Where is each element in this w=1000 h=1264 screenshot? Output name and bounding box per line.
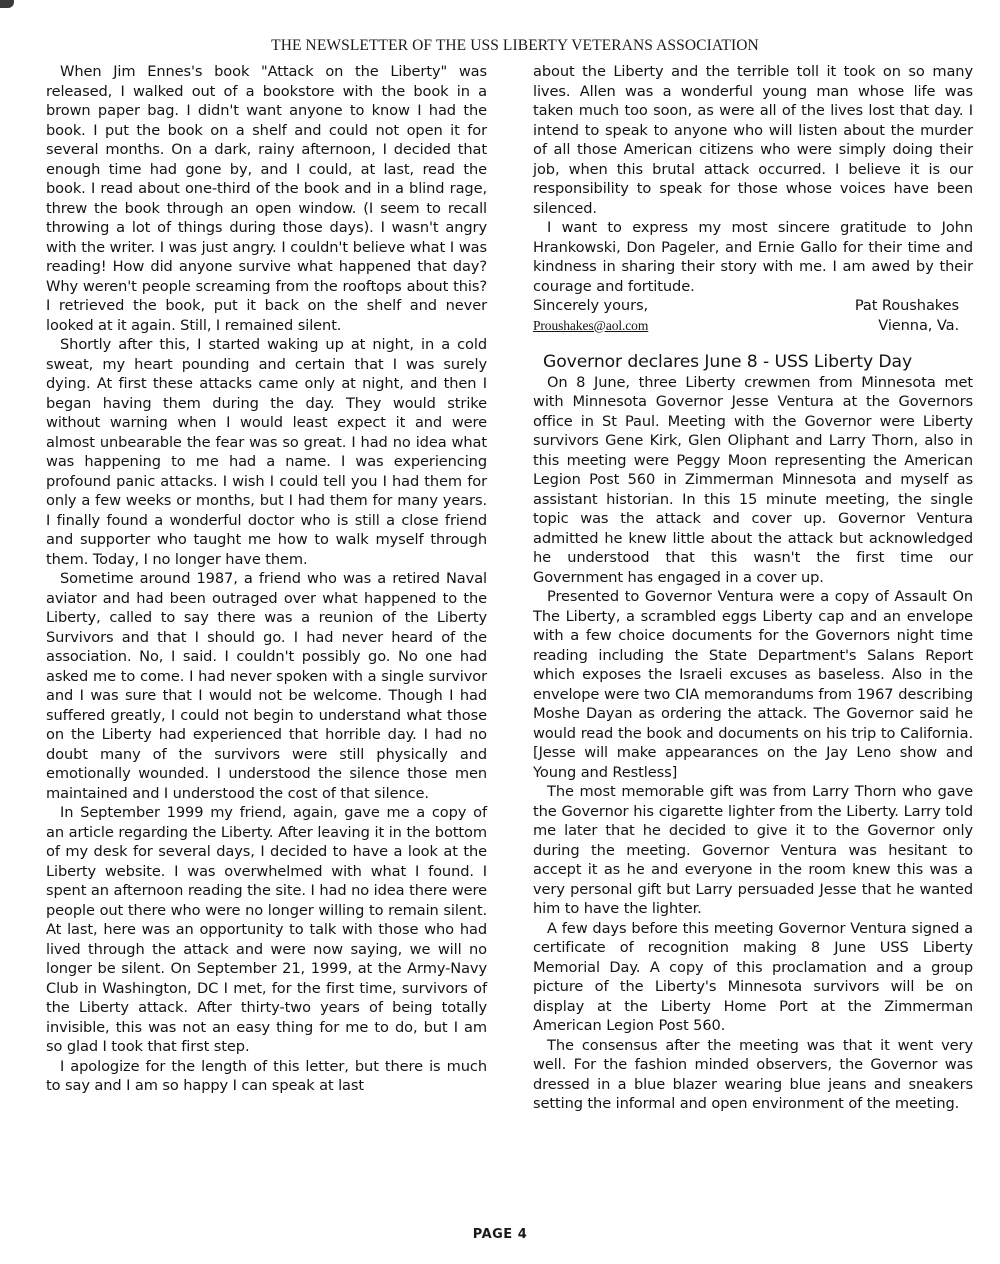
letter-paragraph-4: In September 1999 my friend, again, gave me a copy of an article regarding the Liberty. After leaving it in the bottom of my desk for several days, I decided to have a look at the Liberty website. I was overwhelmed with what I found. I spent an afternoon reading the site. I had no idea there were people out there who were no longer willing to remain silent. At last, here was an opportunity to talk with those who had lived through the attack and were now saying, we will no longer be silent. On September 21, 1999, at the Army-Navy Club in Washington, DC I met, for the first time, survivors of the Liberty attack. After thirty-two years of being totally invisible, this was not an easy thing for me to do, but I am so glad I took that first step. (46, 804, 487, 1055)
signer-location: Vienna, Va. (878, 316, 959, 334)
letter-paragraph-2: Shortly after this, I started waking up at night, in a cold sweat, my heart pounding and certain that I was surely dying. At first these attacks came only at night, and then I began having them during the day. They would strike without warning when I would least expect it and were almost unbearable the fear was so great. I had no idea what was happening to me had a name. I was experiencing profound panic attacks. I wish I could tell you I had them for only a few weeks or months, but I had them for many years. I finally found a wonderful doctor who is still a close friend and supporter who taught me how to walk myself through them. Today, I no longer have them. (46, 336, 487, 568)
gratitude-paragraph: I want to express my most sincere gratitude to John Hrankowski, Don Pageler, and Ernie Gallo for their time and kindness in sharing their story with me. I am awed by their courage and fortitude. (533, 219, 973, 295)
contact-row (533, 316, 973, 336)
right-column (533, 62, 973, 1114)
scan-corner-mark (0, 0, 14, 8)
letter-continuation: about the Liberty and the terrible toll it took on so many lives. Allen was a wonderful young man whose life was taken much too soon, as were all of the lives lost that day. I intend to speak to anyone who will listen about the murder of all those American citizens who were simply doing their job, when this brutal attack occurred. I believe it is our responsibility to speak for those whose voices have been silenced. (533, 63, 973, 217)
letter-paragraph-5: I apologize for the length of this letter, but there is much to say and I am so happy I can speak at last (46, 1057, 487, 1094)
letter-paragraph-1: When Jim Ennes's book "Attack on the Liberty" was released, I walked out of a bookstore with the book in a brown paper bag. I didn't want anyone to know I had the book. I put the book on a shelf and could not open it for several months. On a dark, rainy afternoon, I decided that enough time had gone by, and I could, at last, read the book. I read about one-third of the book and in a blind rage, threw the book through an open window. (I seem to recall throwing a lot of things during those days). I wasn't angry with the writer. I was just angry. I couldn't believe what I was reading! How did anyone survive what happened that day? Why weren't people screaming from the rooftops about this? I retrieved the book, put it back on the shelf and never looked at it again. Still, I remained silent. (46, 63, 487, 334)
closing-salutation: Sincerely yours, (533, 297, 649, 314)
newsletter-header: THE NEWSLETTER OF THE USS LIBERTY VETERANS ASSOCIATION (271, 37, 759, 54)
article-paragraph-2: Presented to Governor Ventura were a copy of Assault On The Liberty, a scrambled eggs Liberty cap and an envelope with a few choice documents for the Governors night time reading including the State Department's Salans Report which exposes the Israeli excuses as baseless. Also in the envelope were two CIA memorandums from 1967 describing Moshe Dayan as ordering the attack. The Governor said he would read the book and documents on his trip to California. [Jesse will make appearances on the Jay Leno show and Young and Restless] (533, 588, 973, 781)
article-paragraph-4: A few days before this meeting Governor Ventura signed a certificate of recognition making 8 June USS Liberty Memorial Day. A copy of this proclamation and a group picture of the Liberty's Minnesota survivors will be on display at the Liberty Home Port at the Zimmerman American Legion Post 560. (533, 919, 973, 1034)
article-headline: Governor declares June 8 - USS Liberty Day (543, 352, 913, 372)
article-paragraph-3: The most memorable gift was from Larry Thorn who gave the Governor his cigarette lighter from the Liberty. Larry told me later that he decided to give it to the Governor only during the meeting. Governor Ventura was hesitant to accept it as he and everyone in the room knew this was a very personal gift but Larry persuaded Jesse that he wanted him to have the lighter. (533, 783, 973, 917)
article-paragraph-1: On 8 June, three Liberty crewmen from Minnesota met with Minnesota Governor Jesse Ventura at the Governors office in St Paul. Meeting with the Governor were Liberty survivors Gene Kirk, Glen Oliphant and Larry Thorn, also in this meeting were Peggy Moon representing the American Legion Post 560 in Zimmerman Minnesota and myself as assistant historian. In this 15 minute meeting, the single topic was the attack and cover up. Governor Ventura admitted he knew little about the attack but acknowledged he understood that this wasn't the first time our Government has engaged in a cover up. (533, 373, 973, 586)
article-paragraph-5: The consensus after the meeting was that it went very well. For the fashion minded observers, the Governor was dressed in a blue blazer wearing blue jeans and sneakers setting the informal and open environment of the meeting. (533, 1036, 973, 1112)
letter-paragraph-3: Sometime around 1987, a friend who was a retired Naval aviator and had been outraged over what happened to the Liberty, called to say there was a reunion of the Liberty Survivors and that I should go. I had never heard of the association. No, I said. I couldn't possibly go. No one had asked me to come. I had never spoken with a single survivor and I was sure that I would not be welcome. Though I had suffered greatly, I could not begin to understand what those on the Liberty had experienced that horrible day. I had no doubt many of the survivors were still physically and emotionally wounded. I understood the silence those men maintained and I understood the cost of that silence. (46, 570, 487, 802)
signer-name: Pat Roushakes (854, 297, 959, 314)
page-number: PAGE 4 (472, 1227, 528, 1242)
left-column (46, 62, 487, 1096)
signature-row (533, 296, 973, 316)
signer-email-link[interactable]: Proushakes@aol.com (533, 317, 649, 333)
